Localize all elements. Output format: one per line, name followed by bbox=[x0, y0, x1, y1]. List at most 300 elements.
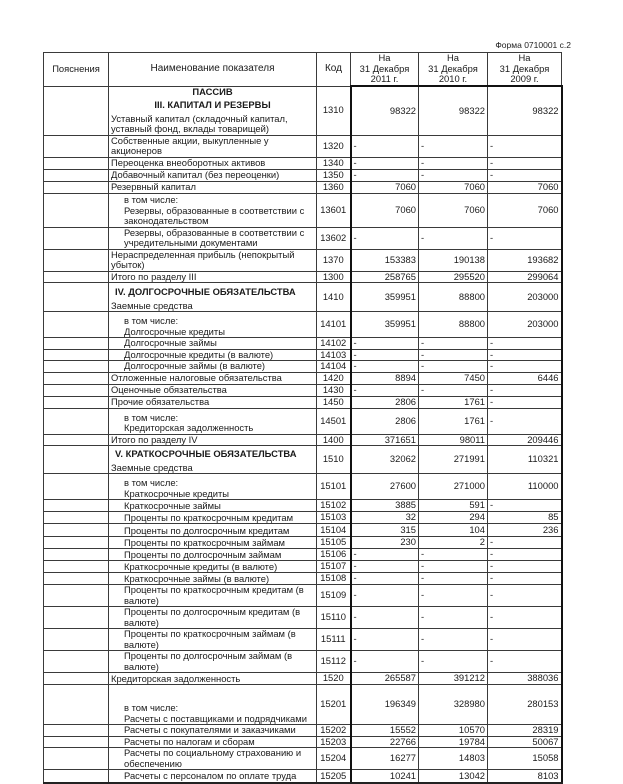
indicator-name bbox=[109, 725, 317, 737]
table-row bbox=[44, 249, 562, 271]
indicator-name bbox=[109, 349, 317, 361]
table-row bbox=[44, 157, 562, 169]
value-2011: 2806 bbox=[351, 408, 419, 434]
indicator-label: Нераспределенная прибыль (непокрытый убыток) bbox=[111, 249, 295, 270]
indicator-name bbox=[109, 512, 317, 524]
value-2009: 388036 bbox=[488, 673, 562, 685]
value-2009: 299064 bbox=[488, 271, 562, 283]
value-2010: 391212 bbox=[419, 673, 488, 685]
table-row bbox=[44, 573, 562, 585]
value-2011: - bbox=[351, 135, 419, 157]
indicator-label: Кредиторская задолженность bbox=[124, 422, 254, 433]
indicator-name bbox=[109, 537, 317, 549]
row-code: 15105 bbox=[317, 537, 351, 549]
value-2009: 193682 bbox=[488, 249, 562, 271]
header-col-2011: На 31 Декабря 2011 г. bbox=[351, 53, 419, 87]
explanation-cell bbox=[44, 500, 109, 512]
table-row bbox=[44, 227, 562, 249]
indicator-label: Переоценка внеоборотных активов bbox=[111, 157, 266, 168]
indicator-label: Резервы, образованные в соответствии с учредительными документами bbox=[124, 227, 305, 248]
explanation-cell bbox=[44, 474, 109, 500]
value-2010: 271000 bbox=[419, 474, 488, 500]
table-row bbox=[44, 408, 562, 434]
row-code: 15203 bbox=[317, 736, 351, 748]
indicator-name bbox=[109, 249, 317, 271]
header-col-2010: На 31 Декабря 2010 г. bbox=[419, 53, 488, 87]
table-row bbox=[44, 512, 562, 524]
indicator-label: Долгосрочные займы (в валюте) bbox=[124, 360, 266, 371]
explanation-cell bbox=[44, 446, 109, 474]
row-code: 1420 bbox=[317, 372, 351, 384]
value-2010: 7060 bbox=[419, 181, 488, 193]
indicator-name bbox=[109, 169, 317, 181]
value-2010: - bbox=[419, 573, 488, 585]
value-2009: - bbox=[488, 157, 562, 169]
value-2011: - bbox=[351, 157, 419, 169]
explanation-cell bbox=[44, 227, 109, 249]
value-2011: - bbox=[351, 349, 419, 361]
header-explanations: Пояснения bbox=[44, 53, 109, 87]
table-row bbox=[44, 135, 562, 157]
row-code: 14103 bbox=[317, 349, 351, 361]
indicator-name bbox=[109, 338, 317, 350]
value-2011: - bbox=[351, 651, 419, 673]
explanation-cell bbox=[44, 434, 109, 446]
indicator-name bbox=[109, 193, 317, 227]
indicator-name bbox=[109, 524, 317, 537]
table-header-row bbox=[44, 53, 562, 87]
value-2009: - bbox=[488, 651, 562, 673]
row-code: 1450 bbox=[317, 396, 351, 408]
table-row bbox=[44, 748, 562, 770]
row-code: 1360 bbox=[317, 181, 351, 193]
explanation-cell bbox=[44, 338, 109, 350]
indicator-label: Краткосрочные кредиты bbox=[124, 487, 229, 499]
row-code: 13602 bbox=[317, 227, 351, 249]
value-2011: 16277 bbox=[351, 748, 419, 770]
table-row bbox=[44, 524, 562, 537]
value-2011: 7060 bbox=[351, 193, 419, 227]
indicator-label: Краткосрочные займы bbox=[124, 499, 221, 511]
value-2011: - bbox=[351, 607, 419, 629]
value-2009: 6446 bbox=[488, 372, 562, 384]
indicator-name bbox=[109, 561, 317, 573]
row-code: 1300 bbox=[317, 271, 351, 283]
value-2011: 153383 bbox=[351, 249, 419, 271]
value-2009: 15058 bbox=[488, 748, 562, 770]
value-2009: - bbox=[488, 384, 562, 396]
row-code: 1410 bbox=[317, 283, 351, 312]
row-code: 1340 bbox=[317, 157, 351, 169]
table-row bbox=[44, 86, 562, 135]
row-code: 15110 bbox=[317, 607, 351, 629]
explanation-cell bbox=[44, 725, 109, 737]
value-2009: 110000 bbox=[488, 474, 562, 500]
table-row bbox=[44, 673, 562, 685]
header-code: Код bbox=[317, 53, 351, 87]
section-title: III. КАПИТАЛ И РЕЗЕРВЫ bbox=[154, 99, 271, 110]
including-label: в том числе: bbox=[124, 477, 179, 488]
value-2009: - bbox=[488, 135, 562, 157]
row-code: 15107 bbox=[317, 561, 351, 573]
explanation-cell bbox=[44, 169, 109, 181]
indicator-label: Расчеты с персоналом по оплате труда bbox=[124, 770, 297, 781]
table-row bbox=[44, 349, 562, 361]
indicator-label: Итого по разделу III bbox=[111, 271, 197, 282]
value-2010: - bbox=[419, 338, 488, 350]
value-2009: - bbox=[488, 408, 562, 434]
table-row bbox=[44, 725, 562, 737]
indicator-label: Резервы, образованные в соответствии с законодательством bbox=[124, 204, 305, 226]
explanation-cell bbox=[44, 585, 109, 607]
value-2009: 85 bbox=[488, 512, 562, 524]
value-2010: - bbox=[419, 227, 488, 249]
indicator-label: Долгосрочные займы bbox=[124, 337, 217, 348]
row-code: 1370 bbox=[317, 249, 351, 271]
explanation-cell bbox=[44, 271, 109, 283]
explanation-cell bbox=[44, 549, 109, 561]
value-2010: - bbox=[419, 629, 488, 651]
explanation-cell bbox=[44, 193, 109, 227]
row-code: 15112 bbox=[317, 651, 351, 673]
row-code: 1400 bbox=[317, 434, 351, 446]
indicator-label: Добавочный капитал (без переоценки) bbox=[111, 169, 280, 180]
table-row bbox=[44, 770, 562, 783]
table-row bbox=[44, 434, 562, 446]
indicator-label: Итого по разделу IV bbox=[111, 434, 198, 445]
value-2010: 14803 bbox=[419, 748, 488, 770]
indicator-label: Расчеты по налогам и сборам bbox=[124, 736, 255, 747]
indicator-label: Резервный капитал bbox=[111, 181, 196, 192]
value-2011: 27600 bbox=[351, 474, 419, 500]
explanation-cell bbox=[44, 512, 109, 524]
header-indicator: Наименование показателя bbox=[109, 53, 317, 87]
explanation-cell bbox=[44, 770, 109, 783]
row-code: 1310 bbox=[317, 86, 351, 135]
row-code: 15104 bbox=[317, 524, 351, 537]
explanation-cell bbox=[44, 349, 109, 361]
row-code: 15202 bbox=[317, 725, 351, 737]
table-row bbox=[44, 181, 562, 193]
explanation-cell bbox=[44, 736, 109, 748]
value-2010: 295520 bbox=[419, 271, 488, 283]
table-row bbox=[44, 500, 562, 512]
row-code: 15201 bbox=[317, 685, 351, 725]
value-2009: 280153 bbox=[488, 685, 562, 725]
explanation-cell bbox=[44, 384, 109, 396]
explanation-cell bbox=[44, 396, 109, 408]
explanation-cell bbox=[44, 748, 109, 770]
value-2009: - bbox=[488, 549, 562, 561]
value-2010: - bbox=[419, 561, 488, 573]
row-code: 15106 bbox=[317, 549, 351, 561]
row-code: 15204 bbox=[317, 748, 351, 770]
section-title: V. КРАТКОСРОЧНЫЕ ОБЯЗАТЕЛЬСТВА bbox=[115, 448, 297, 459]
indicator-name bbox=[109, 446, 317, 474]
row-code: 13601 bbox=[317, 193, 351, 227]
value-2010: - bbox=[419, 361, 488, 373]
explanation-cell bbox=[44, 157, 109, 169]
value-2010: - bbox=[419, 169, 488, 181]
explanation-cell bbox=[44, 408, 109, 434]
explanation-cell bbox=[44, 283, 109, 312]
value-2009: - bbox=[488, 396, 562, 408]
indicator-label: Проценты по долгосрочным кредитам bbox=[124, 524, 290, 536]
value-2011: 196349 bbox=[351, 685, 419, 725]
indicator-name bbox=[109, 271, 317, 283]
value-2009: - bbox=[488, 537, 562, 549]
indicator-name bbox=[109, 673, 317, 685]
table-row bbox=[44, 537, 562, 549]
indicator-label: Проценты по долгосрочным займам bbox=[124, 548, 282, 560]
table-row bbox=[44, 736, 562, 748]
row-code: 15109 bbox=[317, 585, 351, 607]
section-title: IV. ДОЛГОСРОЧНЫЕ ОБЯЗАТЕЛЬСТВА bbox=[115, 286, 296, 297]
indicator-label: Собственные акции, выкупленные у акционеров bbox=[111, 135, 269, 156]
value-2010: 328980 bbox=[419, 685, 488, 725]
value-2009: 98322 bbox=[488, 86, 562, 135]
indicator-label: Кредиторская задолженность bbox=[111, 672, 241, 684]
explanation-cell bbox=[44, 312, 109, 338]
row-code: 14104 bbox=[317, 361, 351, 373]
row-code: 14102 bbox=[317, 338, 351, 350]
indicator-label: Расчеты с поставщиками и подрядчиками bbox=[124, 712, 307, 724]
value-2010: 1761 bbox=[419, 408, 488, 434]
value-2011: 359951 bbox=[351, 312, 419, 338]
value-2009: - bbox=[488, 561, 562, 573]
table-row bbox=[44, 585, 562, 607]
value-2011: 8894 bbox=[351, 372, 419, 384]
indicator-name bbox=[109, 500, 317, 512]
explanation-cell bbox=[44, 537, 109, 549]
explanation-cell bbox=[44, 561, 109, 573]
value-2009: - bbox=[488, 338, 562, 350]
indicator-name bbox=[109, 283, 317, 312]
value-2010: - bbox=[419, 651, 488, 673]
indicator-name bbox=[109, 736, 317, 748]
value-2011: 98322 bbox=[351, 86, 419, 135]
value-2011: - bbox=[351, 585, 419, 607]
indicator-label: Краткосрочные займы (в валюте) bbox=[124, 572, 270, 584]
value-2011: - bbox=[351, 227, 419, 249]
value-2009: - bbox=[488, 607, 562, 629]
including-label: в том числе: bbox=[124, 411, 179, 423]
value-2010: - bbox=[419, 585, 488, 607]
indicator-label: Заемные средства bbox=[111, 299, 193, 311]
indicator-label: Уставный капитал (складочный капитал, уставный фонд, вклады товарищей) bbox=[111, 112, 288, 134]
section-title: ПАССИВ bbox=[192, 86, 233, 97]
value-2010: 7450 bbox=[419, 372, 488, 384]
value-2009: 203000 bbox=[488, 312, 562, 338]
table-row bbox=[44, 193, 562, 227]
value-2009: 8103 bbox=[488, 770, 562, 783]
explanation-cell bbox=[44, 86, 109, 135]
value-2010: 19784 bbox=[419, 736, 488, 748]
table-row bbox=[44, 361, 562, 373]
value-2011: - bbox=[351, 561, 419, 573]
value-2010: - bbox=[419, 607, 488, 629]
value-2011: - bbox=[351, 573, 419, 585]
value-2010: 104 bbox=[419, 524, 488, 537]
explanation-cell bbox=[44, 249, 109, 271]
value-2011: - bbox=[351, 629, 419, 651]
indicator-name bbox=[109, 361, 317, 373]
value-2011: 265587 bbox=[351, 673, 419, 685]
explanation-cell bbox=[44, 573, 109, 585]
indicator-label: Долгосрочные кредиты (в валюте) bbox=[124, 349, 274, 360]
value-2011: 230 bbox=[351, 537, 419, 549]
row-code: 15101 bbox=[317, 474, 351, 500]
value-2009: 209446 bbox=[488, 434, 562, 446]
including-label: в том числе: bbox=[124, 315, 179, 326]
row-code: 15108 bbox=[317, 573, 351, 585]
table-row bbox=[44, 169, 562, 181]
indicator-name bbox=[109, 685, 317, 725]
value-2010: 98322 bbox=[419, 86, 488, 135]
row-code: 15205 bbox=[317, 770, 351, 783]
value-2011: 7060 bbox=[351, 181, 419, 193]
value-2010: 271991 bbox=[419, 446, 488, 474]
form-code: Форма 0710001 с.2 bbox=[495, 40, 571, 50]
explanation-cell bbox=[44, 607, 109, 629]
value-2011: 258765 bbox=[351, 271, 419, 283]
value-2009: 28319 bbox=[488, 725, 562, 737]
explanation-cell bbox=[44, 135, 109, 157]
value-2009: - bbox=[488, 227, 562, 249]
value-2010: - bbox=[419, 384, 488, 396]
indicator-label: Проценты по долгосрочным займам (в валюте) bbox=[124, 650, 293, 672]
value-2011: - bbox=[351, 549, 419, 561]
explanation-cell bbox=[44, 372, 109, 384]
row-code: 14501 bbox=[317, 408, 351, 434]
value-2011: - bbox=[351, 361, 419, 373]
value-2011: 2806 bbox=[351, 396, 419, 408]
table-row bbox=[44, 685, 562, 725]
explanation-cell bbox=[44, 181, 109, 193]
value-2009: - bbox=[488, 500, 562, 512]
value-2010: 1761 bbox=[419, 396, 488, 408]
value-2011: - bbox=[351, 384, 419, 396]
balance-sheet-table bbox=[43, 52, 563, 784]
indicator-label: Заемные средства bbox=[111, 461, 193, 473]
value-2009: - bbox=[488, 169, 562, 181]
explanation-cell bbox=[44, 524, 109, 537]
row-code: 1520 bbox=[317, 673, 351, 685]
explanation-cell bbox=[44, 361, 109, 373]
indicator-name bbox=[109, 372, 317, 384]
value-2011: - bbox=[351, 338, 419, 350]
value-2011: 371651 bbox=[351, 434, 419, 446]
value-2009: - bbox=[488, 349, 562, 361]
header-col-2009: На 31 Декабря 2009 г. bbox=[488, 53, 562, 87]
value-2010: 88800 bbox=[419, 312, 488, 338]
value-2010: 190138 bbox=[419, 249, 488, 271]
indicator-name bbox=[109, 748, 317, 770]
explanation-cell bbox=[44, 651, 109, 673]
value-2010: 591 bbox=[419, 500, 488, 512]
value-2010: - bbox=[419, 549, 488, 561]
value-2010: - bbox=[419, 135, 488, 157]
row-code: 1510 bbox=[317, 446, 351, 474]
explanation-cell bbox=[44, 685, 109, 725]
indicator-name bbox=[109, 227, 317, 249]
value-2011: 3885 bbox=[351, 500, 419, 512]
row-code: 15102 bbox=[317, 500, 351, 512]
table-row bbox=[44, 312, 562, 338]
value-2010: 2 bbox=[419, 537, 488, 549]
explanation-cell bbox=[44, 673, 109, 685]
value-2011: 315 bbox=[351, 524, 419, 537]
value-2010: 88800 bbox=[419, 283, 488, 312]
value-2009: 7060 bbox=[488, 181, 562, 193]
indicator-label: Расчеты по социальному страхованию и обеспечению bbox=[124, 747, 302, 769]
indicator-name bbox=[109, 181, 317, 193]
table-row bbox=[44, 283, 562, 312]
value-2009: - bbox=[488, 573, 562, 585]
value-2010: 7060 bbox=[419, 193, 488, 227]
table-row bbox=[44, 651, 562, 673]
value-2010: 98011 bbox=[419, 434, 488, 446]
indicator-name bbox=[109, 384, 317, 396]
row-code: 1430 bbox=[317, 384, 351, 396]
table-row bbox=[44, 549, 562, 561]
indicator-label: Долгосрочные кредиты bbox=[124, 325, 225, 337]
indicator-name bbox=[109, 770, 317, 783]
indicator-label: Проценты по краткосрочным кредитам bbox=[124, 511, 294, 523]
indicator-name bbox=[109, 312, 317, 338]
indicator-name bbox=[109, 629, 317, 651]
indicator-name bbox=[109, 408, 317, 434]
row-code: 15111 bbox=[317, 629, 351, 651]
value-2010: 10570 bbox=[419, 725, 488, 737]
indicator-name bbox=[109, 549, 317, 561]
indicator-label: Проценты по долгосрочным кредитам (в валюте) bbox=[124, 606, 301, 628]
including-label: в том числе: bbox=[124, 194, 179, 205]
including-label: в том числе: bbox=[124, 702, 179, 713]
value-2009: 7060 bbox=[488, 193, 562, 227]
indicator-name bbox=[109, 573, 317, 585]
table-row bbox=[44, 629, 562, 651]
value-2009: 236 bbox=[488, 524, 562, 537]
table-row bbox=[44, 446, 562, 474]
value-2010: 13042 bbox=[419, 770, 488, 783]
value-2011: 10241 bbox=[351, 770, 419, 783]
indicator-label: Оценочные обязательства bbox=[111, 384, 227, 395]
table-row bbox=[44, 607, 562, 629]
row-code: 1350 bbox=[317, 169, 351, 181]
indicator-name bbox=[109, 651, 317, 673]
indicator-label: Проценты по краткосрочным займам bbox=[124, 536, 286, 548]
table-row bbox=[44, 384, 562, 396]
indicator-name bbox=[109, 135, 317, 157]
value-2009: 110321 bbox=[488, 446, 562, 474]
indicator-name bbox=[109, 396, 317, 408]
indicator-name bbox=[109, 474, 317, 500]
row-code: 14101 bbox=[317, 312, 351, 338]
indicator-name bbox=[109, 86, 317, 135]
explanation-cell bbox=[44, 629, 109, 651]
indicator-name bbox=[109, 607, 317, 629]
value-2011: 32062 bbox=[351, 446, 419, 474]
indicator-label: Расчеты с покупателями и заказчиками bbox=[124, 724, 296, 735]
indicator-label: Прочие обязательства bbox=[111, 396, 210, 407]
indicator-name bbox=[109, 434, 317, 446]
value-2009: 203000 bbox=[488, 283, 562, 312]
value-2011: 32 bbox=[351, 512, 419, 524]
table-row bbox=[44, 474, 562, 500]
row-code: 1320 bbox=[317, 135, 351, 157]
table-row bbox=[44, 561, 562, 573]
